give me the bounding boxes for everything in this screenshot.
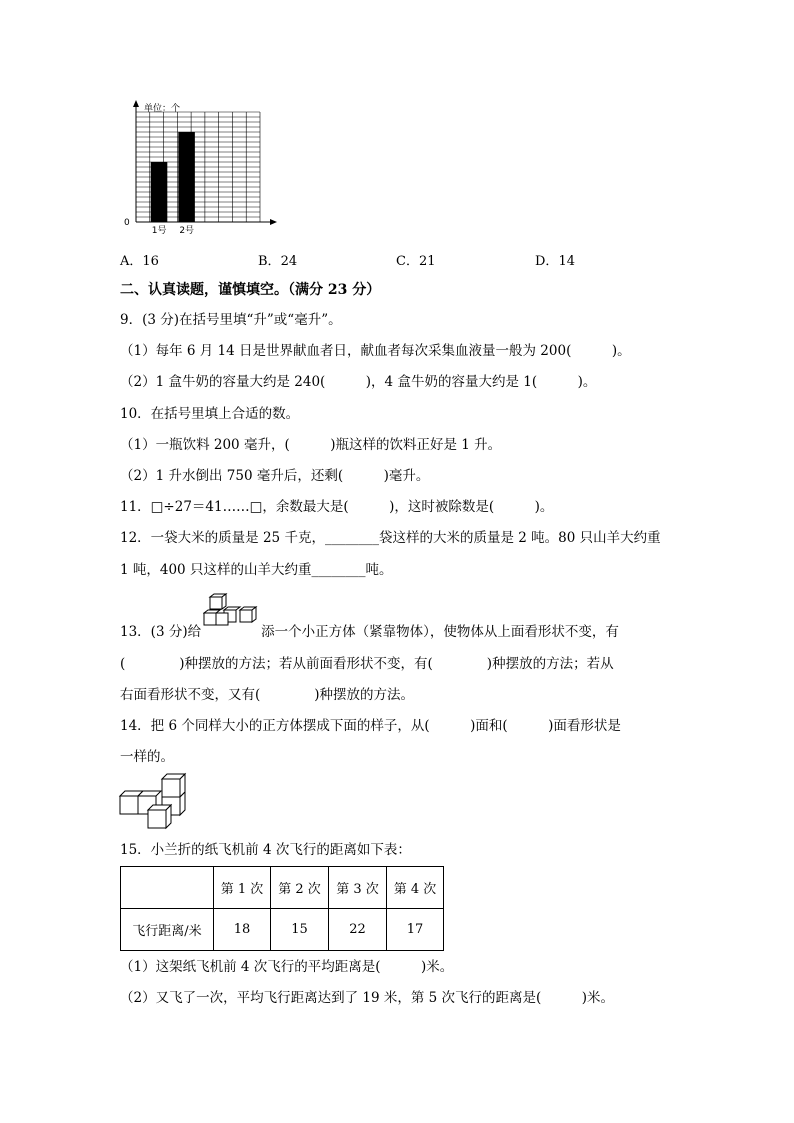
x-axis-arrow xyxy=(270,219,277,225)
x-tick-label: 1号 xyxy=(151,226,167,236)
question-9-1: （1）每年 6 月 14 日是世界献血者日，献血者每次采集血液量一般为 200( )。 xyxy=(120,343,631,359)
question-15-1: （1）这架纸飞机前 4 次飞行的平均距离是( )米。 xyxy=(120,959,454,975)
question-11: 11．□÷27＝41……□，余数最大是( )，这时被除数是( )。 xyxy=(120,499,554,515)
option-b[interactable]: B．24 xyxy=(258,254,298,269)
origin-label: 0 xyxy=(124,218,130,228)
table-header-cell xyxy=(121,867,214,909)
question-12-line-1: 12．一袋大米的质量是 25 千克，________袋这样的大米的质量是 2 吨。80 只山羊大约重 xyxy=(120,530,661,546)
question-15: 15．小兰折的纸飞机前 4 次飞行的距离如下表： xyxy=(120,842,411,858)
section-heading: 二、认真读题，谨慎填空。（满分 23 分） xyxy=(120,282,381,298)
question-10: 10．在括号里填上合适的数。 xyxy=(120,406,300,422)
y-axis-arrow xyxy=(133,100,139,107)
table-row xyxy=(121,909,444,951)
question-10-1: （1）一瓶饮料 200 毫升，( )瓶这样的饮料正好是 1 升。 xyxy=(120,437,502,453)
x-labels xyxy=(152,225,194,236)
question-12-line-2: 1 吨，400 只这样的山羊大约重________吨。 xyxy=(120,562,393,578)
question-13-line-2: ( )种摆放的方法；若从前面看形状不变，有( )种摆放的方法；若从 xyxy=(120,656,614,672)
question-9-2: （2）1 盒牛奶的容量大约是 240( )，4 盒牛奶的容量大约是 1( )。 xyxy=(120,374,597,390)
table-header-cell: 第 3 次 xyxy=(329,867,387,909)
question-14-line-2: 一样的。 xyxy=(120,749,174,765)
table-cell: 22 xyxy=(329,909,387,951)
table-cell: 15 xyxy=(271,909,329,951)
table-row-label: 飞行距离/米 xyxy=(121,909,214,951)
option-c[interactable]: C．21 xyxy=(396,254,436,269)
bar-2 xyxy=(178,132,195,222)
flight-distance-table xyxy=(120,866,444,951)
option-a[interactable]: A．16 xyxy=(120,254,159,269)
table-header-cell: 第 2 次 xyxy=(271,867,329,909)
unit-label: 单位：个 xyxy=(144,104,181,114)
bar-1 xyxy=(151,162,168,222)
cube-figure-q14 xyxy=(118,772,190,834)
question-9: 9．(3 分)在括号里填“升”或“毫升”。 xyxy=(120,312,342,328)
question-14-line-1: 14．把 6 个同样大小的正方体摆成下面的样子，从( )面和( )面看形状是 xyxy=(120,718,621,734)
table-cell: 18 xyxy=(214,909,271,951)
option-d[interactable]: D．14 xyxy=(535,254,575,269)
table-cell: 17 xyxy=(387,909,444,951)
table-header-row xyxy=(121,867,444,909)
question-13-line-3: 右面看形状不变，又有( )种摆放的方法。 xyxy=(120,687,415,703)
x-tick-label: 2号 xyxy=(179,226,195,236)
cube-figure-q13 xyxy=(203,592,265,636)
question-13-line-1: 13．(3 分)给 添一个小正方体（紧靠物体），使物体从上面看形状不变，有 xyxy=(120,624,619,640)
table-header-cell: 第 1 次 xyxy=(214,867,271,909)
bar-chart xyxy=(112,96,292,236)
table-header-cell: 第 4 次 xyxy=(387,867,444,909)
question-15-2: （2）又飞了一次，平均飞行距离达到了 19 米，第 5 次飞行的距离是( )米。 xyxy=(120,990,615,1006)
question-10-2: （2）1 升水倒出 750 毫升后，还剩( )毫升。 xyxy=(120,468,430,484)
